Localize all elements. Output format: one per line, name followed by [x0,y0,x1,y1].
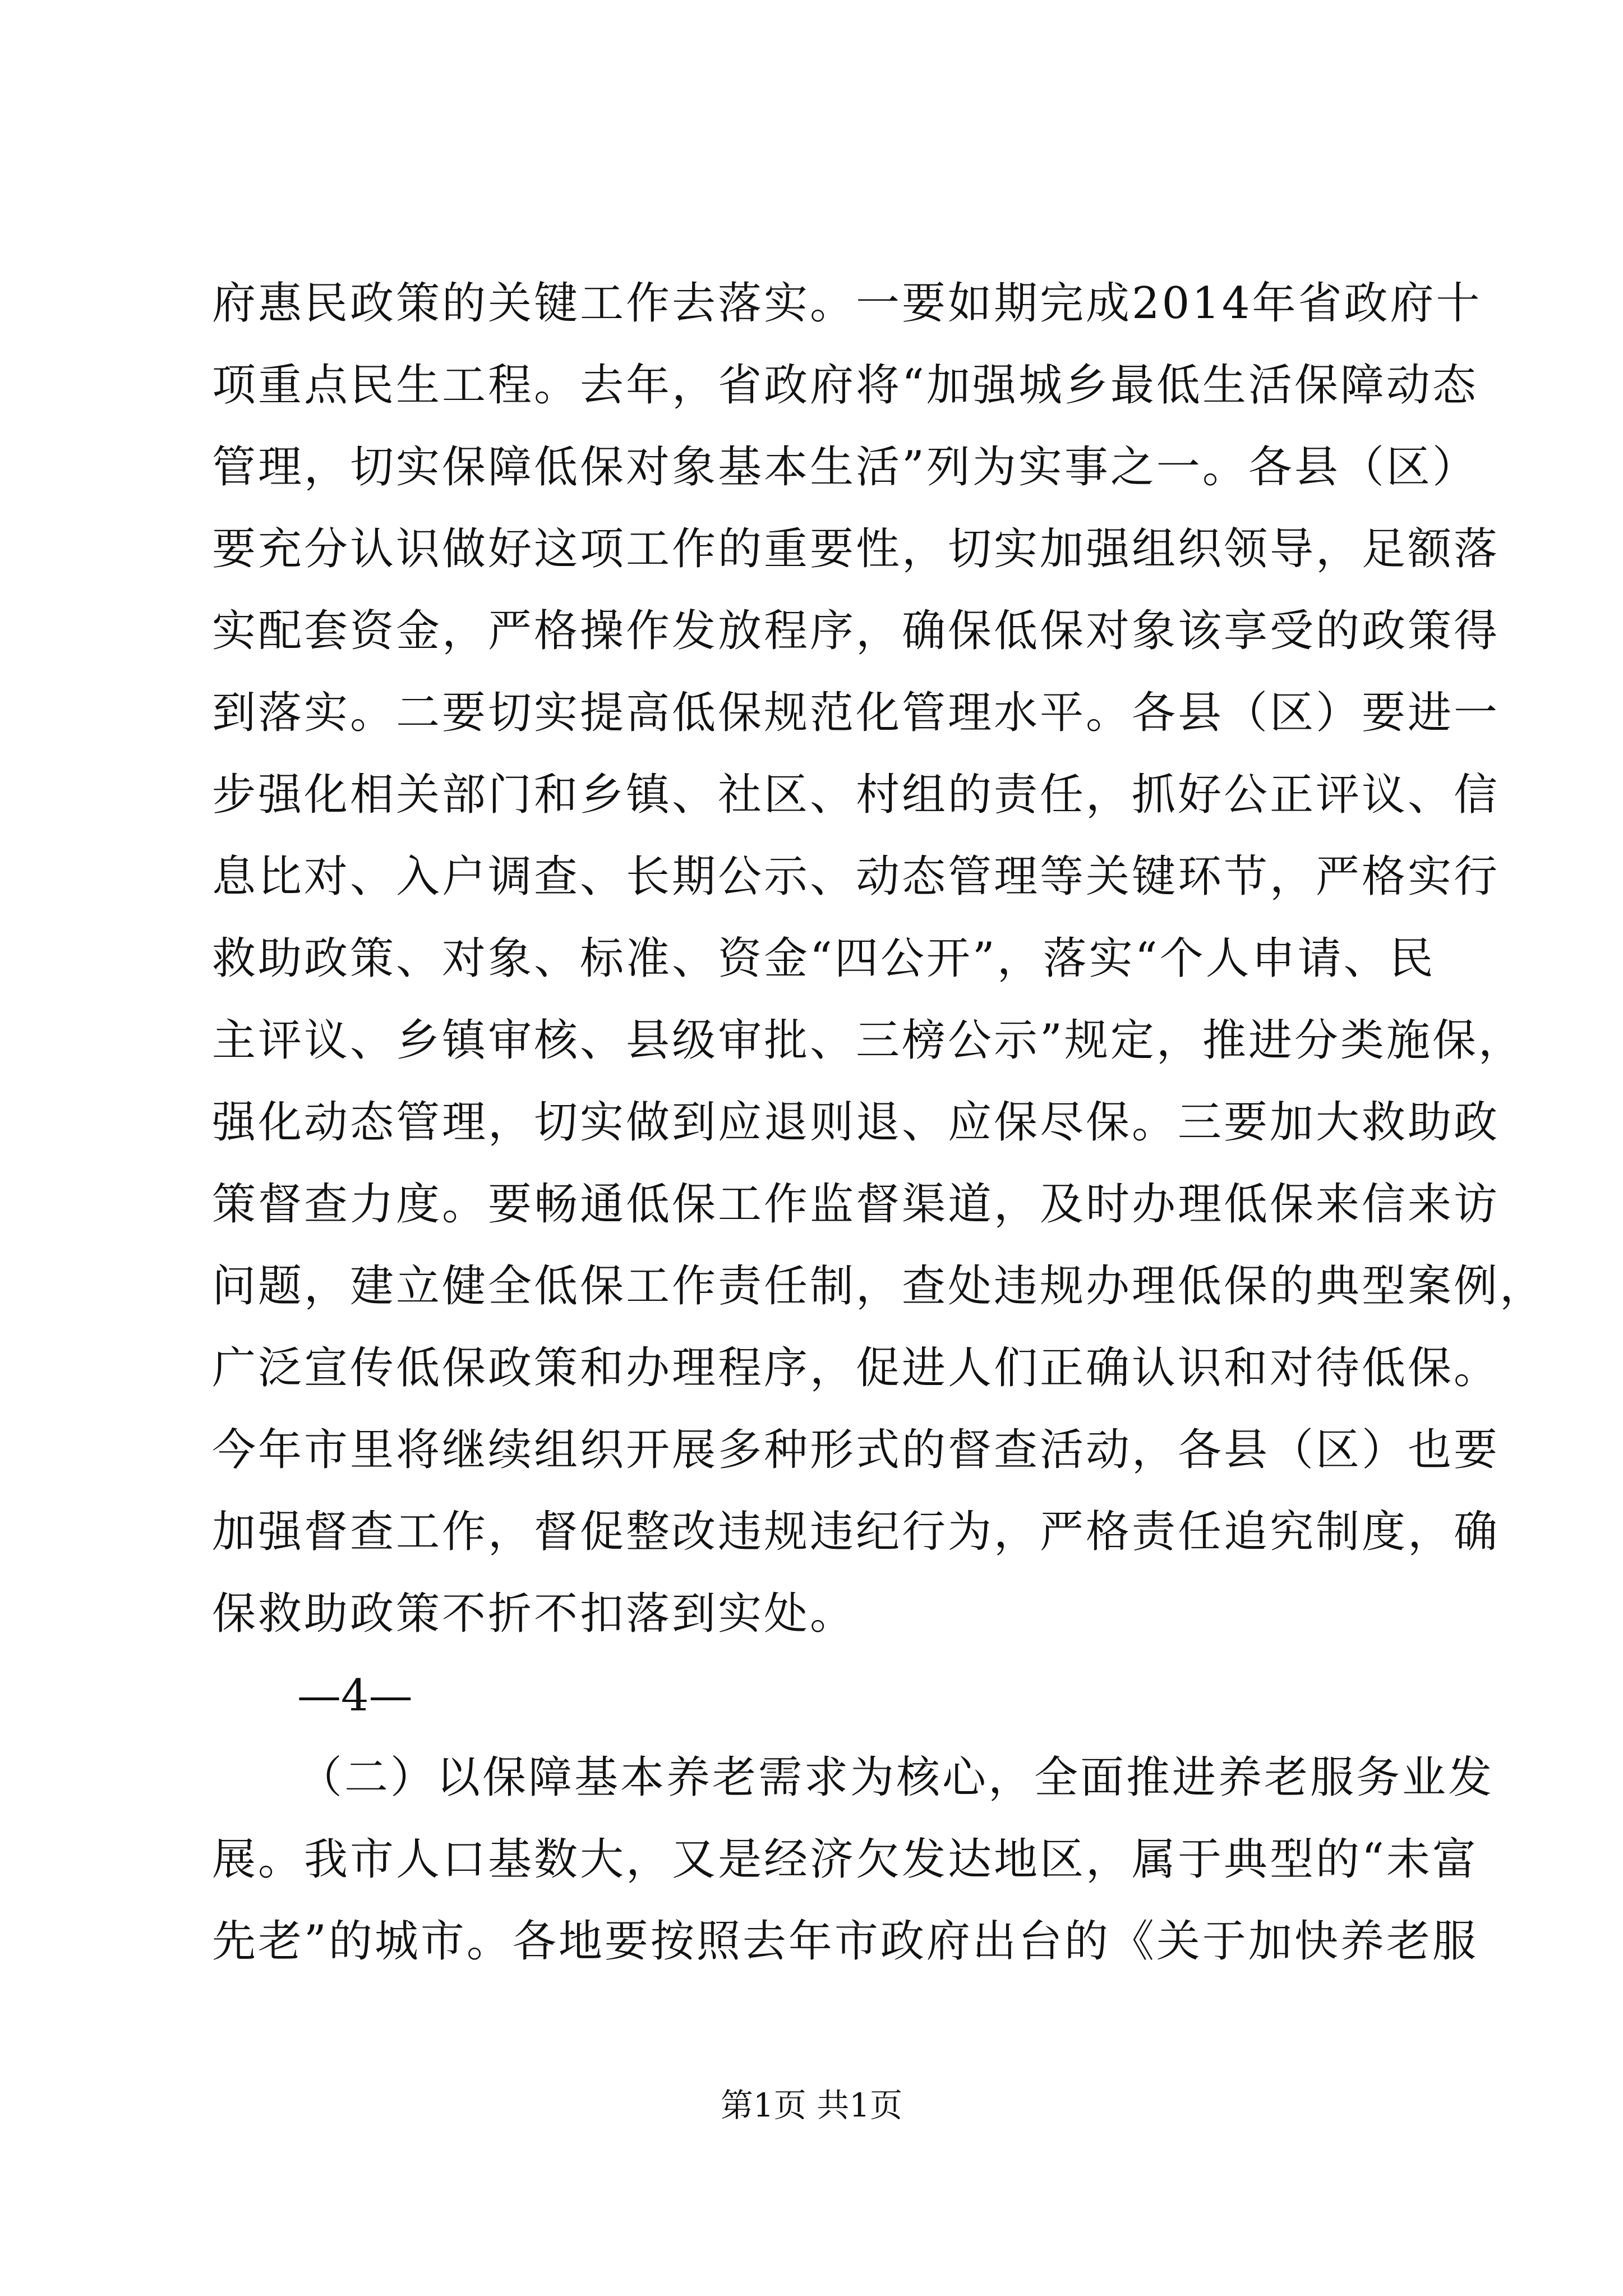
body-line: 要充分认识做好这项工作的重要性，切实加强组织领导，足额落 [212,524,1500,574]
body-line: 保救助政策不折不扣落到实处。 [212,1589,856,1639]
body-line: 主评议、乡镇审核、县级审批、三榜公示”规定，推进分类施保， [212,1015,1524,1066]
body-line: 息比对、入户调查、长期公示、动态管理等关键环节，严格实行 [212,852,1500,902]
body-line: 到落实。二要切实提高低保规范化管理水平。各县（区）要进一 [212,688,1500,738]
section-body-line: 展。我市人口基数大，又是经济欠发达地区，属于典型的“未富 [212,1834,1478,1885]
body-line: 救助政策、对象、标准、资金“四公开”，落实“个人申请、民 [212,933,1436,984]
document-body [212,263,1546,1982]
page-footer: 第1页 共1页 [720,2086,903,2124]
page-number-mark: —4— [297,1671,413,1721]
body-line: 项重点民生工程。去年，省政府将“加强城乡最低生活保障动态 [212,360,1478,411]
section-body-line: 先老”的城市。各地要按照去年市政府出台的《关于加快养老服 [212,1916,1478,1967]
body-line: 步强化相关部门和乡镇、社区、村组的责任，抓好公正评议、信 [212,770,1500,820]
body-line: 加强督查工作，督促整改违规违纪行为，严格责任追究制度，确 [212,1507,1500,1557]
body-line: 管理，切实保障低保对象基本生活”列为实事之一。各县（区） [212,442,1478,493]
body-line: 强化动态管理，切实做到应退则退、应保尽保。三要加大救助政 [212,1097,1500,1148]
section-heading-line: （二）以保障基本养老需求为核心，全面推进养老服务业发 [298,1752,1495,1803]
body-line: 问题，建立健全低保工作责任制，查处违规办理低保的典型案例， [212,1261,1546,1312]
body-line: 策督查力度。要畅通低保工作监督渠道，及时办理低保来信来访 [212,1179,1500,1230]
body-line: 实配套资金，严格操作发放程序，确保低保对象该享受的政策得 [212,606,1500,656]
body-line: 府惠民政策的关键工作去落实。一要如期完成2014年省政府十 [212,278,1482,329]
body-line: 今年市里将继续组织开展多种形式的督查活动，各县（区）也要 [212,1425,1500,1475]
body-line: 广泛宣传低保政策和办理程序，促进人们正确认识和对待低保。 [212,1343,1500,1393]
